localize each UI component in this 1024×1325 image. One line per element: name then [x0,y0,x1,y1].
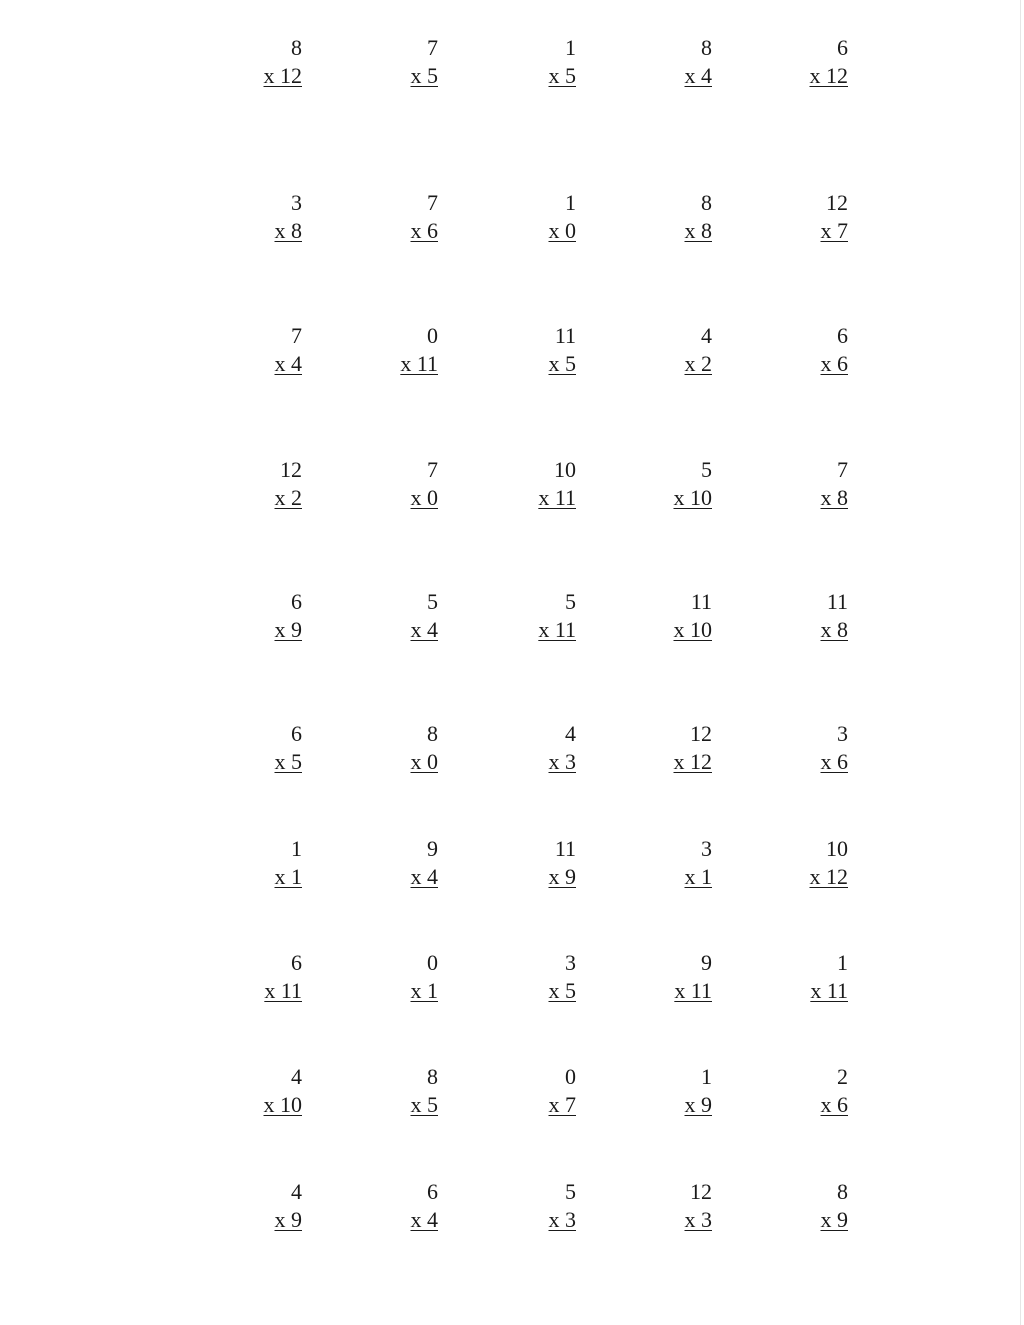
multiplication-problem [348,720,438,776]
multiplier: x 1 [410,978,438,1003]
multiplier: x 12 [809,864,848,889]
multiplicand: 5 [701,457,712,482]
multiplicand: 8 [291,35,302,60]
multiplicand: 7 [427,190,438,215]
multiplicand: 0 [427,950,438,975]
multiplicand: 7 [427,35,438,60]
multiplication-problem [622,456,712,512]
multiplication-problem [348,189,438,245]
multiplicand: 11 [554,323,576,348]
multiplier: x 6 [820,749,848,774]
multiplier: x 2 [684,351,712,376]
multiplicand: 0 [565,1064,576,1089]
multiplication-problem [348,1063,438,1119]
multiplication-problem [758,835,848,891]
multiplicand: 4 [291,1179,302,1204]
multiplication-problem [348,34,438,90]
multiplicand: 9 [701,950,712,975]
multiplicand: 4 [291,1064,302,1089]
multiplicand: 12 [690,721,712,746]
multiplicand: 7 [427,457,438,482]
multiplicand: 12 [280,457,302,482]
multiplication-problem [486,720,576,776]
page-edge-divider [1020,0,1021,1325]
multiplier: x 3 [548,1207,576,1232]
multiplicand: 9 [427,836,438,861]
multiplier: x 11 [400,351,438,376]
multiplicand: 3 [291,190,302,215]
multiplication-problem [348,322,438,378]
multiplication-problem [758,949,848,1005]
multiplicand: 7 [291,323,302,348]
multiplicand: 8 [427,721,438,746]
multiplication-problem [622,588,712,644]
multiplicand: 1 [565,35,576,60]
multiplier: x 9 [274,617,302,642]
multiplication-problem [622,949,712,1005]
multiplication-problem [758,34,848,90]
multiplier: x 9 [274,1207,302,1232]
multiplier: x 3 [684,1207,712,1232]
multiplicand: 5 [565,1179,576,1204]
multiplier: x 5 [410,63,438,88]
multiplication-problem [758,322,848,378]
multiplier: x 11 [264,978,302,1003]
multiplier: x 1 [274,864,302,889]
multiplication-problem [758,720,848,776]
multiplicand: 10 [554,457,576,482]
multiplicand: 6 [427,1179,438,1204]
multiplier: x 6 [820,351,848,376]
multiplicand: 1 [291,836,302,861]
multiplicand: 0 [427,323,438,348]
multiplicand: 6 [291,721,302,746]
multiplication-problem [622,720,712,776]
multiplier: x 2 [274,485,302,510]
multiplication-problem [212,34,302,90]
multiplicand: 2 [837,1064,848,1089]
multiplier: x 0 [410,485,438,510]
multiplier: x 11 [674,978,712,1003]
multiplication-problem [622,322,712,378]
multiplier: x 12 [673,749,712,774]
multiplier: x 7 [548,1092,576,1117]
multiplicand: 11 [690,589,712,614]
multiplication-problem [212,720,302,776]
multiplier: x 3 [548,749,576,774]
multiplication-problem [486,456,576,512]
multiplication-problem [348,949,438,1005]
multiplication-problem [486,34,576,90]
multiplier: x 7 [820,218,848,243]
multiplier: x 11 [538,617,576,642]
multiplier: x 8 [274,218,302,243]
multiplier: x 10 [673,485,712,510]
multiplicand: 5 [565,589,576,614]
multiplier: x 5 [410,1092,438,1117]
multiplication-problem [212,949,302,1005]
multiplication-problem [758,588,848,644]
multiplication-problem [486,322,576,378]
multiplier: x 0 [548,218,576,243]
multiplier: x 4 [274,351,302,376]
multiplication-problem [622,835,712,891]
multiplicand: 6 [291,589,302,614]
multiplication-problem [212,189,302,245]
multiplication-problem [348,588,438,644]
multiplier: x 6 [410,218,438,243]
multiplicand: 6 [837,323,848,348]
multiplication-problem [212,1178,302,1234]
multiplier: x 8 [820,617,848,642]
multiplicand: 1 [565,190,576,215]
multiplication-problem [348,835,438,891]
multiplicand: 1 [701,1064,712,1089]
multiplication-problem [486,189,576,245]
multiplier: x 10 [673,617,712,642]
multiplicand: 10 [826,836,848,861]
multiplicand: 4 [701,323,712,348]
multiplier: x 5 [548,978,576,1003]
multiplier: x 4 [684,63,712,88]
multiplicand: 7 [837,457,848,482]
multiplier: x 11 [810,978,848,1003]
multiplication-problem [622,34,712,90]
multiplication-problem [212,322,302,378]
multiplication-problem [622,1178,712,1234]
multiplicand: 1 [837,950,848,975]
multiplier: x 11 [538,485,576,510]
multiplicand: 11 [826,589,848,614]
multiplier: x 9 [548,864,576,889]
multiplicand: 12 [826,190,848,215]
multiplication-problem [758,456,848,512]
multiplier: x 5 [274,749,302,774]
multiplicand: 4 [565,721,576,746]
multiplication-problem [486,1178,576,1234]
multiplication-problem [758,1063,848,1119]
multiplicand: 8 [427,1064,438,1089]
multiplication-problem [212,1063,302,1119]
multiplier: x 5 [548,63,576,88]
multiplier: x 12 [809,63,848,88]
multiplication-problem [348,1178,438,1234]
multiplicand: 8 [701,35,712,60]
multiplier: x 12 [263,63,302,88]
multiplicand: 8 [837,1179,848,1204]
multiplication-problem [758,189,848,245]
multiplication-problem [486,588,576,644]
multiplier: x 0 [410,749,438,774]
multiplicand: 8 [701,190,712,215]
multiplier: x 4 [410,1207,438,1232]
multiplier: x 6 [820,1092,848,1117]
multiplier: x 1 [684,864,712,889]
multiplier: x 8 [820,485,848,510]
multiplication-problem [212,456,302,512]
multiplier: x 10 [263,1092,302,1117]
multiplier: x 9 [820,1207,848,1232]
multiplication-problem [622,1063,712,1119]
multiplicand: 11 [554,836,576,861]
multiplicand: 6 [291,950,302,975]
multiplier: x 5 [548,351,576,376]
multiplication-problem [212,835,302,891]
multiplicand: 5 [427,589,438,614]
multiplication-problem [348,456,438,512]
multiplicand: 3 [837,721,848,746]
multiplication-problem [486,835,576,891]
multiplier: x 9 [684,1092,712,1117]
multiplication-problem [486,949,576,1005]
multiplication-problem [758,1178,848,1234]
multiplication-problem [486,1063,576,1119]
multiplicand: 3 [701,836,712,861]
multiplication-problem [212,588,302,644]
multiplier: x 4 [410,617,438,642]
multiplicand: 12 [690,1179,712,1204]
multiplicand: 6 [837,35,848,60]
multiplicand: 3 [565,950,576,975]
multiplication-problem [622,189,712,245]
multiplier: x 4 [410,864,438,889]
multiplier: x 8 [684,218,712,243]
